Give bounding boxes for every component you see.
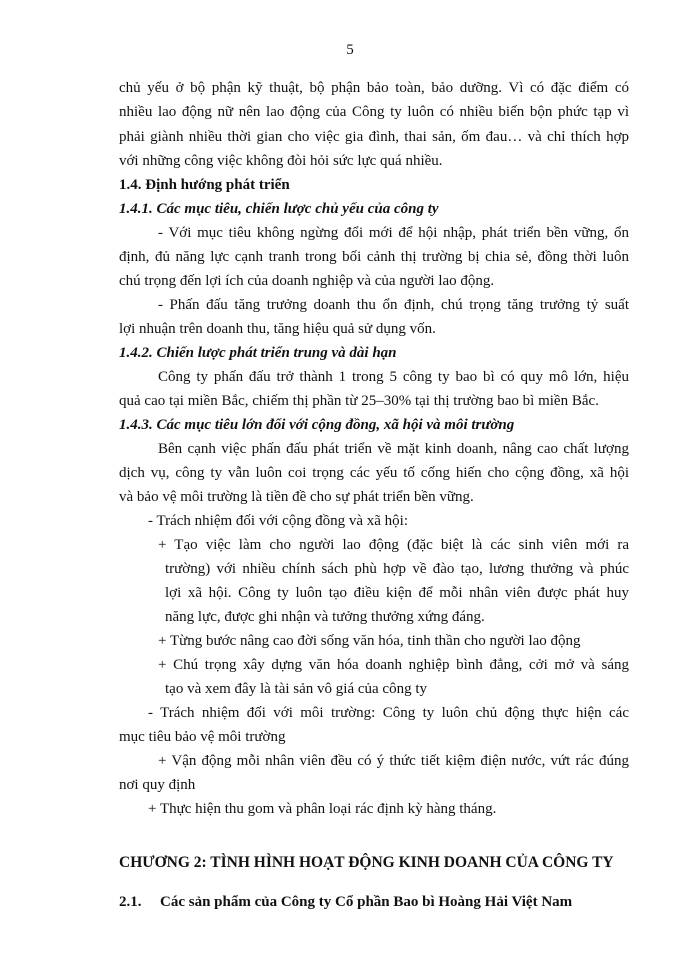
- heading-1-4-3: 1.4.3. Các mục tiêu lớn đối với cộng đồng, xã hội và môi trường: [119, 417, 515, 433]
- section-number: 2.1.: [119, 894, 142, 910]
- page-number: 5: [346, 42, 354, 58]
- heading-1-4-2: 1.4.2. Chiến lược phát triển trung và dài hạn: [119, 345, 397, 361]
- text-line: + Vận động mỗi nhân viên đều có ý thức tiết kiệm điện nước, vứt rác đúng: [158, 753, 629, 769]
- text-line: với những công việc không đòi hỏi sức lực quá nhiều.: [119, 153, 443, 169]
- bullet-community-responsibility: - Trách nhiệm đối với cộng đồng và xã hội:: [148, 513, 408, 529]
- text-line: nhiều lao động nữ nên lao động của Công ty luôn có nhiều biến bộn phức tạp vì: [119, 104, 629, 120]
- text-line: lợi xã hội. Công ty luôn tạo điều kiện để mỗi nhân viên được phát huy: [165, 585, 629, 601]
- sub-bullet-waste: + Thực hiện thu gom và phân loại rác định kỳ hàng tháng.: [148, 801, 497, 817]
- text-line: trường) với nhiều chính sách phù hợp về đào tạo, lương thưởng và phúc: [165, 561, 629, 577]
- text-line: - Với mục tiêu không ngừng đổi mới để hội nhập, phát triển bền vững, ổn: [158, 225, 629, 241]
- text-line: định, đủ năng lực cạnh tranh trong bối cảnh thị trường bị chia sẻ, đồng thời luôn: [119, 249, 629, 265]
- text-line: nơi quy định: [119, 777, 196, 793]
- text-line: lợi nhuận trên doanh thu, tăng hiệu quả sử dụng vốn.: [119, 321, 436, 337]
- text-line: dịch vụ, công ty vẫn luôn coi trọng các yếu tố cống hiến cho cộng đồng, xã hội: [119, 465, 629, 481]
- text-line: năng lực, được ghi nhận và tưởng thưởng xứng đáng.: [165, 609, 485, 625]
- text-line: tạo và xem đây là tài sản vô giá của công ty: [165, 681, 427, 697]
- text-line: Công ty phấn đấu trở thành 1 trong 5 công ty bao bì có quy mô lớn, hiệu: [158, 369, 629, 385]
- text-line: - Trách nhiệm đối với môi trường: Công ty luôn chủ động thực hiện các: [148, 705, 629, 721]
- text-line: Bên cạnh việc phấn đấu phát triển về mặt kinh doanh, nâng cao chất lượng: [158, 441, 629, 457]
- text-line: quả cao tại miền Bắc, chiếm thị phần từ 25–30% tại thị trường bao bì miền Bắc.: [119, 393, 599, 409]
- text-line: + Chú trọng xây dựng văn hóa doanh nghiệp bình đẳng, cởi mở và sáng: [158, 657, 629, 673]
- text-line: - Phấn đấu tăng trưởng doanh thu ổn định, chú trọng tăng trưởng tỷ suất: [158, 297, 629, 313]
- text-line: mục tiêu bảo vệ môi trường: [119, 729, 286, 745]
- heading-1-4: 1.4. Định hướng phát triển: [119, 177, 290, 193]
- text-line: chú trọng đến lợi ích của doanh nghiệp và của người lao động.: [119, 273, 495, 289]
- chapter-title: CHƯƠNG 2: TÌNH HÌNH HOẠT ĐỘNG KINH DOANH CỦA CÔNG TY: [119, 854, 614, 871]
- heading-1-4-1: 1.4.1. Các mục tiêu, chiến lược chủ yếu của công ty: [119, 201, 439, 217]
- section-title: Các sản phẩm của Công ty Cổ phần Bao bì Hoàng Hải Việt Nam: [160, 894, 573, 910]
- text-line: phải giành nhiều thời gian cho việc gia đình, thai sản, ốm đau… và chỉ thích hợp: [119, 129, 629, 145]
- text-line: và bảo vệ môi trường là tiền đề cho sự phát triển bền vững.: [119, 489, 474, 505]
- text-line: chủ yếu ở bộ phận kỹ thuật, bộ phận bảo toàn, bảo dưỡng. Vì có đặc điểm có: [119, 80, 629, 96]
- sub-bullet-culture-life: + Từng bước nâng cao đời sống văn hóa, tinh thần cho người lao động: [158, 633, 581, 649]
- text-line: + Tạo việc làm cho người lao động (đặc biệt là các sinh viên mới ra: [158, 537, 629, 553]
